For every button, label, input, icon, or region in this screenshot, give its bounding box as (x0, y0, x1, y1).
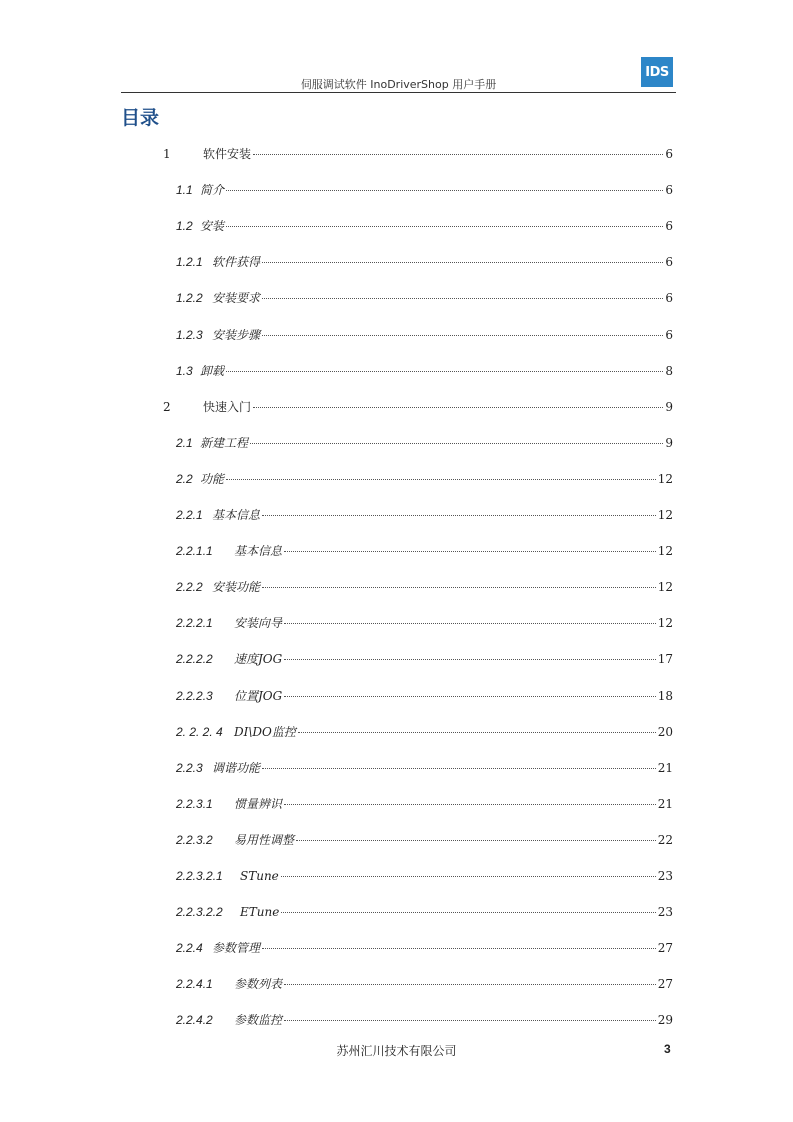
toc-entry-number: 2.2.4.2 (176, 1013, 213, 1027)
toc-leader-dots (281, 912, 655, 913)
toc-entry-page: 6 (665, 328, 673, 342)
toc-entry-page: 18 (657, 689, 673, 703)
toc-entry[interactable] (176, 688, 673, 704)
toc-entry-page: 8 (665, 364, 673, 378)
toc-entry-title: 新建工程 (200, 436, 249, 450)
toc-entry-number: 1.2.2 (176, 291, 203, 305)
toc-entry[interactable] (176, 327, 673, 343)
toc-leader-dots (262, 948, 656, 949)
toc-entry-number: 2.2.3 (176, 761, 203, 775)
toc-entry[interactable] (176, 579, 673, 595)
toc-leader-dots (262, 335, 663, 336)
toc-entry[interactable] (163, 146, 673, 162)
toc-entry[interactable] (163, 399, 673, 415)
toc-entry-title: 功能 (200, 472, 225, 486)
toc-leader-dots (284, 804, 656, 805)
toc-entry[interactable] (176, 940, 673, 956)
toc-leader-dots (226, 371, 663, 372)
toc-entry-number: 2.2.1 (176, 508, 203, 522)
toc-entry-page: 9 (665, 400, 673, 414)
toc-entry[interactable] (176, 976, 673, 992)
toc-leader-dots (262, 298, 663, 299)
toc-entry-page: 23 (657, 869, 673, 883)
toc-entry-title: 惯量辨识 (234, 797, 283, 811)
toc-entry-title: 参数监控 (234, 1013, 283, 1027)
toc-leader-dots (262, 587, 656, 588)
toc-entry-page: 27 (657, 977, 673, 991)
toc-entry-title: 安装向导 (234, 616, 283, 630)
toc-entry[interactable] (176, 796, 673, 812)
toc-entry-page: 20 (657, 725, 673, 739)
toc-entry-number: 2.1 (176, 436, 193, 450)
toc-entry-number: 2.2.2.1 (176, 616, 213, 630)
toc-entry-page: 21 (657, 797, 673, 811)
toc-entry-title: 安装功能 (212, 580, 261, 594)
toc-leader-dots (253, 154, 663, 155)
toc-entry-page: 29 (657, 1013, 673, 1027)
toc-leader-dots (284, 659, 655, 660)
toc-entry-page: 12 (657, 508, 673, 522)
toc-entry-title: 速度JOG (234, 652, 283, 666)
toc-leader-dots (296, 840, 656, 841)
toc-entry-number: 1.3 (176, 364, 193, 378)
toc-entry[interactable] (176, 868, 673, 884)
toc-leader-dots (226, 226, 663, 227)
toc-entry-number: 1.2 (176, 219, 193, 233)
toc-entry-number: 2.2.3.2 (176, 833, 213, 847)
toc-entry-number: 1.1 (176, 183, 193, 197)
toc-entry-title: 安装要求 (212, 291, 261, 305)
toc-entry[interactable] (176, 363, 673, 379)
toc-entry-page: 22 (657, 833, 673, 847)
toc-entry-page: 21 (657, 761, 673, 775)
toc-entry-title: 易用性调整 (234, 833, 295, 847)
toc-leader-dots (262, 262, 663, 263)
toc-entry-title: 卸载 (200, 364, 225, 378)
toc-entry-title: STune (240, 869, 279, 883)
toc-entry-title: 安装 (200, 219, 225, 233)
toc-entry[interactable] (176, 615, 673, 631)
toc-leader-dots (298, 732, 656, 733)
toc-entry-number: 1.2.1 (176, 255, 203, 269)
toc-entry-number: 2.2 (176, 472, 193, 486)
toc-leader-dots (284, 984, 656, 985)
ids-logo: IDS (641, 57, 673, 87)
toc-leader-dots (281, 876, 656, 877)
toc-entry-title: 简介 (200, 183, 225, 197)
toc-entry-page: 6 (665, 183, 673, 197)
toc-entry[interactable] (176, 543, 673, 559)
toc-entry-title: 基本信息 (212, 508, 261, 522)
toc-entry-page: 12 (657, 472, 673, 486)
toc-entry-page: 6 (665, 219, 673, 233)
toc-leader-dots (250, 443, 663, 444)
toc-entry-page: 9 (665, 436, 673, 450)
toc-entry-title: 参数管理 (212, 941, 261, 955)
toc-entry-title: 软件获得 (212, 255, 261, 269)
toc-entry-page: 6 (665, 255, 673, 269)
toc-leader-dots (284, 696, 655, 697)
toc-leader-dots (226, 479, 656, 480)
toc-entry[interactable] (176, 471, 673, 487)
toc-entry[interactable] (176, 1012, 673, 1028)
footer-page-number: 3 (664, 1042, 671, 1056)
toc-entry-title: DI\DO监控 (234, 725, 296, 739)
toc-leader-dots (284, 1020, 656, 1021)
toc-entry-title: 基本信息 (234, 544, 283, 558)
toc-entry[interactable] (176, 290, 673, 306)
toc-entry-number: 2.2.3.1 (176, 797, 213, 811)
toc-entry-title: ETune (240, 905, 280, 919)
toc-entry-title: 快速入门 (203, 400, 252, 414)
toc-entry-number: 2.2.2 (176, 580, 203, 594)
header-title: 伺服调试软件 InoDriverShop 用户手册 (300, 78, 497, 91)
toc-entry-number: 2.2.3.2.1 (176, 869, 223, 883)
toc-entry-page: 6 (665, 147, 673, 161)
toc-entry-number: 2.2.2.2 (176, 652, 213, 666)
toc-entry-number: 2 (163, 400, 171, 414)
toc-entry-number: 2.2.2.3 (176, 689, 213, 703)
toc-entry-number: 2.2.4 (176, 941, 203, 955)
toc-entry-title: 安装步骤 (212, 328, 261, 342)
toc-entry-number: 1 (163, 147, 171, 161)
footer-company: 苏州汇川技术有限公司 (336, 1044, 457, 1058)
toc-leader-dots (284, 551, 656, 552)
toc-entry-title: 位置JOG (234, 689, 283, 703)
toc-entry[interactable] (176, 651, 673, 667)
toc-entry[interactable] (176, 904, 673, 920)
toc-leader-dots (284, 623, 656, 624)
toc-entry[interactable] (176, 507, 673, 523)
toc-entry-page: 12 (657, 544, 673, 558)
toc-entry-number: 2.2.1.1 (176, 544, 213, 558)
toc-entry[interactable] (176, 760, 673, 776)
toc-leader-dots (262, 515, 656, 516)
toc-entry[interactable] (176, 182, 673, 198)
toc-heading: 目录 (121, 107, 160, 129)
toc-entry-title: 软件安装 (203, 147, 252, 161)
toc-entry[interactable] (176, 254, 673, 270)
toc-leader-dots (262, 768, 656, 769)
toc-entry-title: 调谐功能 (212, 761, 261, 775)
toc-entry[interactable] (176, 435, 673, 451)
toc-entry[interactable] (176, 724, 673, 740)
toc-entry-number: 2.2.3.2.2 (176, 905, 223, 919)
toc-entry-page: 27 (657, 941, 673, 955)
toc-entry[interactable] (176, 832, 673, 848)
toc-entry-page: 12 (657, 580, 673, 594)
toc-entry[interactable] (176, 218, 673, 234)
toc-leader-dots (226, 190, 663, 191)
toc-entry-title: 参数列表 (234, 977, 283, 991)
toc-entry-page: 6 (665, 291, 673, 305)
toc-entry-number: 1.2.3 (176, 328, 203, 342)
toc-leader-dots (253, 407, 663, 408)
toc-entry-page: 23 (657, 905, 673, 919)
toc-entry-number: 2.2.4.1 (176, 977, 213, 991)
toc-entry-number: 2. 2. 2. 4 (176, 725, 223, 739)
toc-entry-page: 12 (657, 616, 673, 630)
toc-entry-page: 17 (657, 652, 673, 666)
